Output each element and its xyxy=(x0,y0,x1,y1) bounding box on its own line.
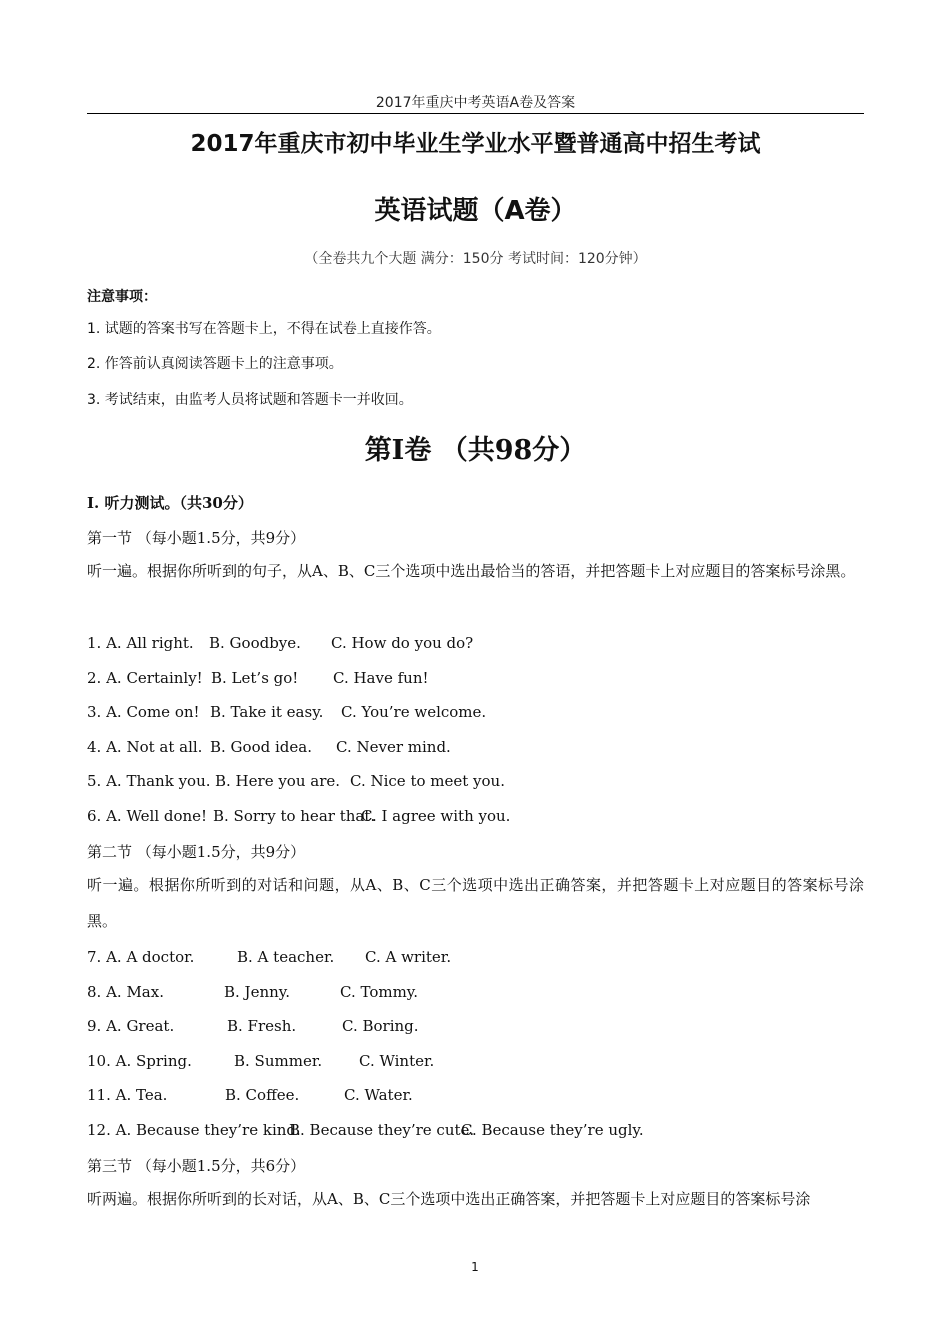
question-row xyxy=(87,1086,413,1104)
section-heading: I. 听力测试。（共30分） xyxy=(87,494,253,512)
question-row xyxy=(87,634,473,652)
question-row xyxy=(87,948,451,966)
instruction: 听一遍。根据你所听到的句子，从A、B、C三个选项中选出最恰当的答语，并把答题卡上对应题目的答案标号涂黑。 xyxy=(87,562,856,580)
option-a: 4. A. Not at all. xyxy=(87,738,203,756)
option-b: B. Jenny. xyxy=(224,983,291,1001)
note-item: 1. 试题的答案书写在答题卡上，不得在试卷上直接作答。 xyxy=(87,321,441,337)
instruction: 听一遍。根据你所听到的对话和问题，从A、B、C三个选项中选出正确答案，并把答题卡上对应题目的答案标号涂黑。 xyxy=(87,876,864,930)
option-a: 12. A. Because they’re kind. xyxy=(87,1121,301,1139)
option-c: C. Boring. xyxy=(342,1017,419,1035)
option-a: 1. A. All right. xyxy=(87,634,194,652)
option-b: B. Summer. xyxy=(234,1052,323,1070)
option-a: 7. A. A doctor. xyxy=(87,948,195,966)
note-item: 3. 考试结束，由监考人员将试题和答题卡一并收回。 xyxy=(87,392,413,408)
option-a: 6. A. Well done! xyxy=(87,807,208,825)
question-row xyxy=(87,772,505,790)
option-b: B. Let’s go! xyxy=(211,669,299,687)
option-b: B. Sorry to hear that. xyxy=(213,807,376,825)
notes-heading: 注意事项： xyxy=(87,289,157,305)
option-c: C. Tommy. xyxy=(340,983,419,1001)
option-a: 9. A. Great. xyxy=(87,1017,175,1035)
note-item: 2. 作答前认真阅读答题卡上的注意事项。 xyxy=(87,356,343,372)
option-b: B. Goodbye. xyxy=(209,634,301,652)
running-header: 2017年重庆中考英语A卷及答案 xyxy=(375,95,576,111)
instruction: 听两遍。根据你所听到的长对话，从A、B、C三个选项中选出正确答案，并把答题卡上对应题目的答案标号涂 xyxy=(87,1190,811,1208)
page-number: 1 xyxy=(471,1260,479,1274)
question-row xyxy=(87,738,451,756)
option-b: B. Good idea. xyxy=(210,738,312,756)
option-a: 2. A. Certainly! xyxy=(87,669,203,687)
question-row xyxy=(87,1052,434,1070)
question-row xyxy=(87,1121,644,1139)
option-c: C. A writer. xyxy=(365,948,452,966)
subsection-heading: 第二节 （每小题1.5分，共9分） xyxy=(87,843,306,861)
header-rule xyxy=(87,113,864,114)
option-b: B. A teacher. xyxy=(237,948,335,966)
option-a: 5. A. Thank you. xyxy=(87,772,211,790)
option-c: C. I agree with you. xyxy=(361,807,511,825)
exam-title: 2017年重庆市初中毕业生学业水平暨普通高中招生考试 xyxy=(190,131,761,157)
option-b: B. Because they’re cute. xyxy=(289,1121,475,1139)
option-c: C. Nice to meet you. xyxy=(350,772,505,790)
question-row xyxy=(87,983,418,1001)
option-a: 11. A. Tea. xyxy=(87,1086,168,1104)
question-row xyxy=(87,807,510,825)
option-c: C. Because they’re ugly. xyxy=(461,1121,644,1139)
option-c: C. How do you do? xyxy=(331,634,474,652)
subsection-heading: 第三节 （每小题1.5分，共6分） xyxy=(87,1157,306,1175)
option-c: C. Have fun! xyxy=(333,669,429,687)
option-c: C. Water. xyxy=(344,1086,413,1104)
option-c: C. You’re welcome. xyxy=(341,703,487,721)
option-a: 3. A. Come on! xyxy=(87,703,200,721)
subject-title: 英语试题（A卷） xyxy=(374,196,577,226)
option-c: C. Never mind. xyxy=(336,738,451,756)
option-b: B. Here you are. xyxy=(215,772,341,790)
subsection-heading: 第一节 （每小题1.5分，共9分） xyxy=(87,529,306,547)
option-a: 8. A. Max. xyxy=(87,983,164,1001)
option-a: 10. A. Spring. xyxy=(87,1052,192,1070)
option-b: B. Coffee. xyxy=(225,1086,300,1104)
exam-info: （全卷共九个大题 满分：150分 考试时间：120分钟） xyxy=(304,251,647,267)
option-c: C. Winter. xyxy=(359,1052,435,1070)
question-row xyxy=(87,669,429,687)
part-title: 第I卷 （共98分） xyxy=(364,435,587,466)
question-row xyxy=(87,703,486,721)
option-b: B. Fresh. xyxy=(227,1017,297,1035)
option-b: B. Take it easy. xyxy=(210,703,324,721)
question-row xyxy=(87,1017,419,1035)
